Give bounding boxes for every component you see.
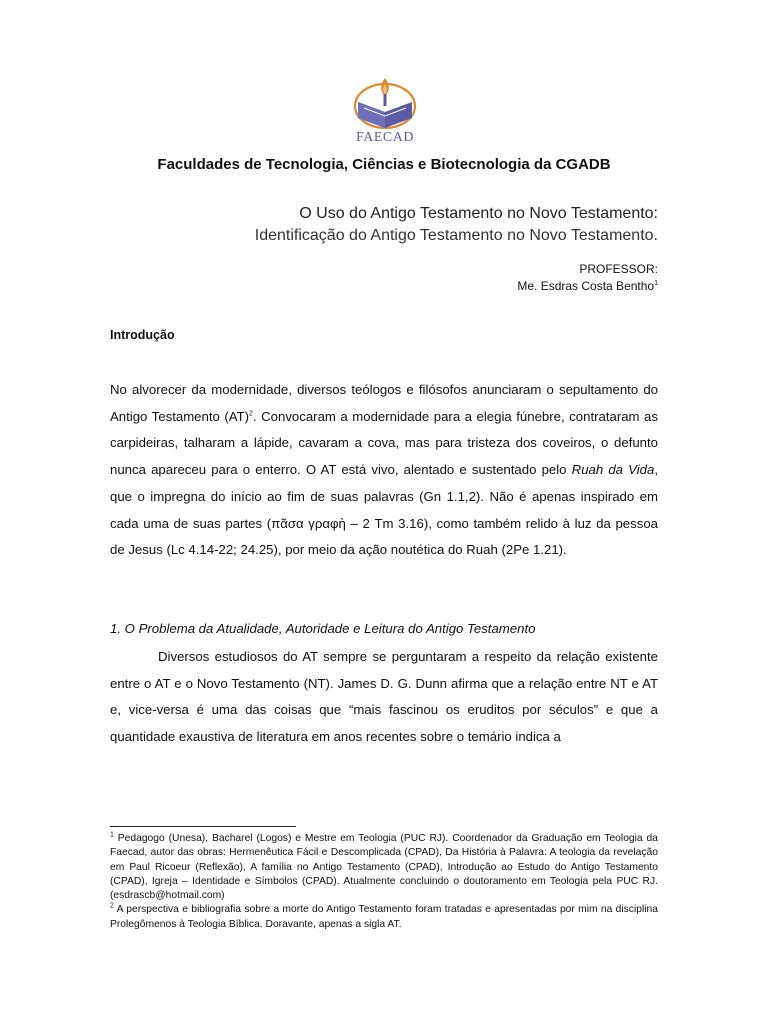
intro-heading: Introdução: [110, 328, 175, 342]
intro-text-b: . Convocaram a modernidade para a elegia fúnebre, contrataram as carpideiras, talharam a lápide, cavaram a cova, mas para tristeza dos coveiros, o defunto nunca apareceu para o enterro. O AT está vivo, alentado e sustentado pelo: [110, 408, 658, 478]
section-1-heading: 1. O Problema da Atualidade, Autoridade e Leitura do Antigo Testamento: [110, 621, 536, 636]
footnote-1-number: 1: [110, 831, 114, 839]
section-1-paragraph: Diversos estudiosos do AT sempre se perguntaram a respeito da relação existente entre o AT e o Novo Testamento (NT). James D. G. Dunn afirma que a relação entre NT e AT e, vice-versa é uma das coisas que “mais fascinou os eruditos por séculos” e que a quantidade exaustiva de literatura em anos recentes sobre o temário indica a: [110, 649, 658, 745]
footnote-separator: [110, 826, 296, 827]
professor-label: PROFESSOR:: [579, 262, 658, 276]
intro-text-a: No alvorecer da modernidade, diversos teólogos e filósofos anunciaram o sepultamento do Antigo Testamento (AT): [110, 382, 658, 424]
footnote-1: [110, 832, 658, 903]
footnote-1-text: Pedagogo (Unesa), Bacharel (Logos) e Mestre em Teologia (PUC RJ). Coordenador da Graduação em Teologia da Faecad, autor das obras: Hermenêutica Fácil e Descomplicada (CPAD), Da História à Palavra: A teologia da revelação em Paul Ricoeur (Reflexão), A família no Antigo Testamento (CPAD), Introdução ao Estudo do Antigo Testamento (CPAD), Igreja – Identidade e Símbolos (CPAD). Atualmente concluindo o doutoramento em Teologia pela PUC RJ. (esdrascb@hotmail.com): [110, 833, 658, 902]
footnote-2: [110, 903, 658, 932]
document-title: O Uso do Antigo Testamento no Novo Testamento:: [299, 205, 658, 222]
footnote-ref-1[interactable]: 1: [654, 280, 658, 287]
institution-name: Faculdades de Tecnologia, Ciências e Biotecnologia da CGADB: [157, 156, 611, 173]
logo-text: FAECAD: [356, 130, 414, 145]
intro-text-c: , que o impregna do início ao fim de suas palavras (Gn 1.1,2). Não é apenas inspirado em cada uma de suas partes (πᾶσα γραφὴ – 2 Tm 3.16), como também relido à luz da pessoa de Jesus (Lc 4.14-22; 24.25), por meio da ação noutética do Ruah (2Pe 1.21).: [110, 462, 658, 558]
footnote-ref-2[interactable]: 2: [249, 410, 253, 418]
intro-paragraph: [110, 377, 658, 564]
document-subtitle: Identificação do Antigo Testamento no Novo Testamento.: [254, 227, 658, 244]
footnotes: [110, 832, 658, 932]
footnote-2-text: A perspectiva e bibliografia sobre a morte do Antigo Testamento foram tratadas e apresentadas por mim na disciplina Prolegômenos à Teologia Bíblica. Doravante, apenas a sigla AT.: [110, 904, 658, 930]
intro-italic-term: Ruah da Vida: [571, 462, 655, 478]
flame-book-logo-icon: [350, 72, 420, 132]
faecad-logo: [350, 72, 420, 148]
footnote-2-number: 2: [110, 903, 114, 911]
professor-name: [517, 279, 658, 293]
professor-name-text: Me. Esdras Costa Bentho: [517, 279, 655, 293]
